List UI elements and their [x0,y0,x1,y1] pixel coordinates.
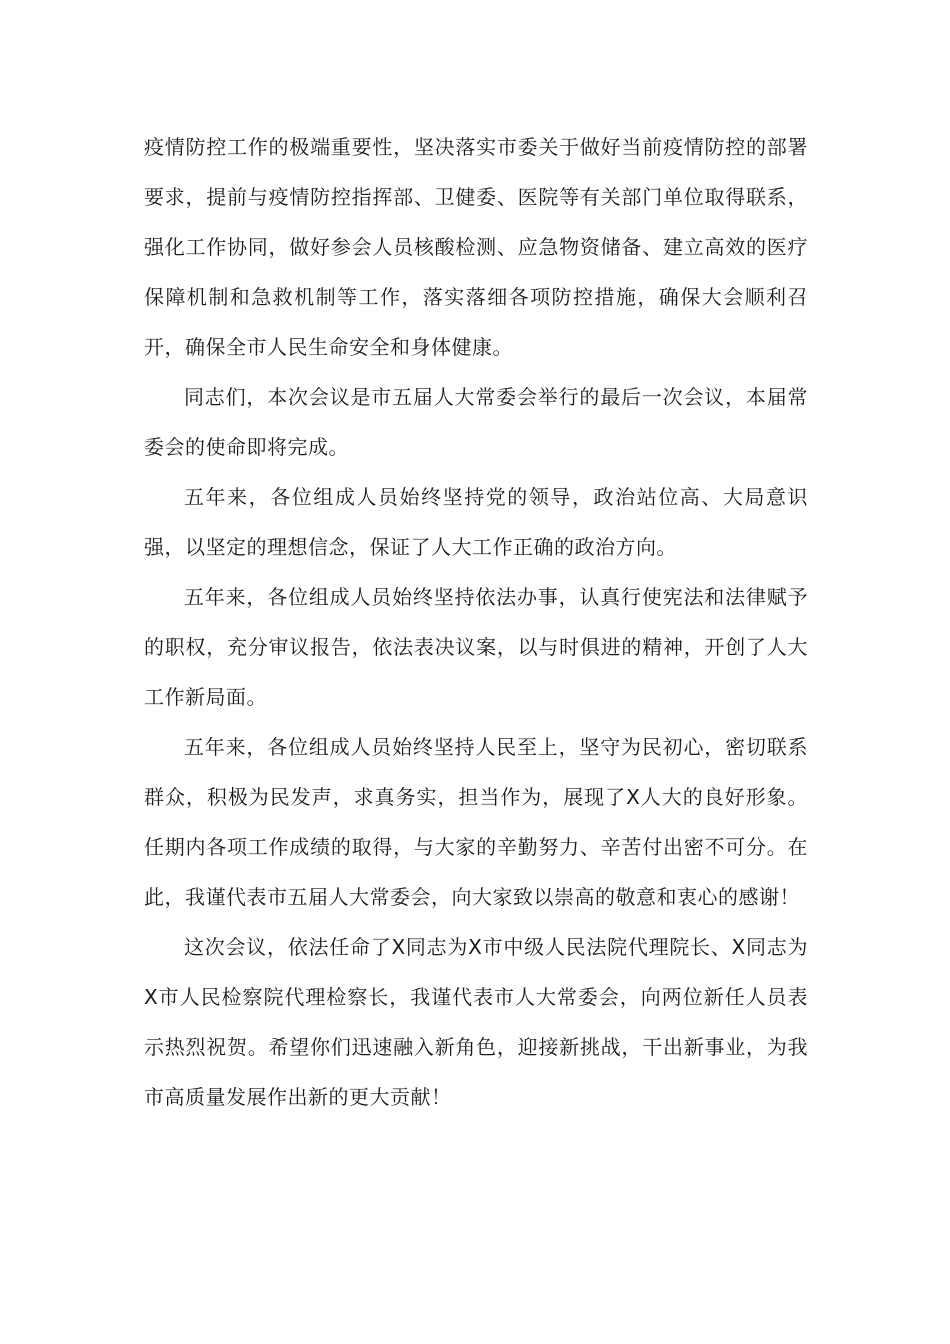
paragraph: 五年来，各位组成人员始终坚持依法办事，认真行使宪法和法律赋予的职权，充分审议报告，依法表决议案，以与时俱进的精神，开创了人大工作新局面。 [144,585,808,709]
paragraph: 这次会议，依法任命了X同志为X市中级人民法院代理院长、X同志为X市人民检察院代理检察长，我谨代表市人大常委会，向两位新任人员表示热烈祝贺。希望你们迅速融入新角色，迎接新挑战，干出新事业，为我市高质量发展作出新的更大贡献！ [144,935,808,1109]
document-body [144,122,808,1122]
paragraph: 同志们，本次会议是市五届人大常委会举行的最后一次会议，本届常委会的使命即将完成。 [144,385,808,459]
paragraph: 五年来，各位组成人员始终坚持党的领导，政治站位高、大局意识强，以坚定的理想信念，保证了人大工作正确的政治方向。 [144,485,808,559]
paragraph-continuation: 疫情防控工作的极端重要性，坚决落实市委关于做好当前疫情防控的部署要求，提前与疫情防控指挥部、卫健委、医院等有关部门单位取得联系，强化工作协同，做好参会人员核酸检测、应急物资储备、建立高效的医疗保障机制和急救机制等工作，落实落细各项防控措施，确保大会顺利召开，确保全市人民生命安全和身体健康。 [144,135,808,359]
paragraph: 五年来，各位组成人员始终坚持人民至上，坚守为民初心，密切联系群众，积极为民发声，求真务实，担当作为，展现了X人大的良好形象。任期内各项工作成绩的取得，与大家的辛勤努力、辛苦付出密不可分。在此，我谨代表市五届人大常委会，向大家致以崇高的敬意和衷心的感谢！ [144,735,808,909]
